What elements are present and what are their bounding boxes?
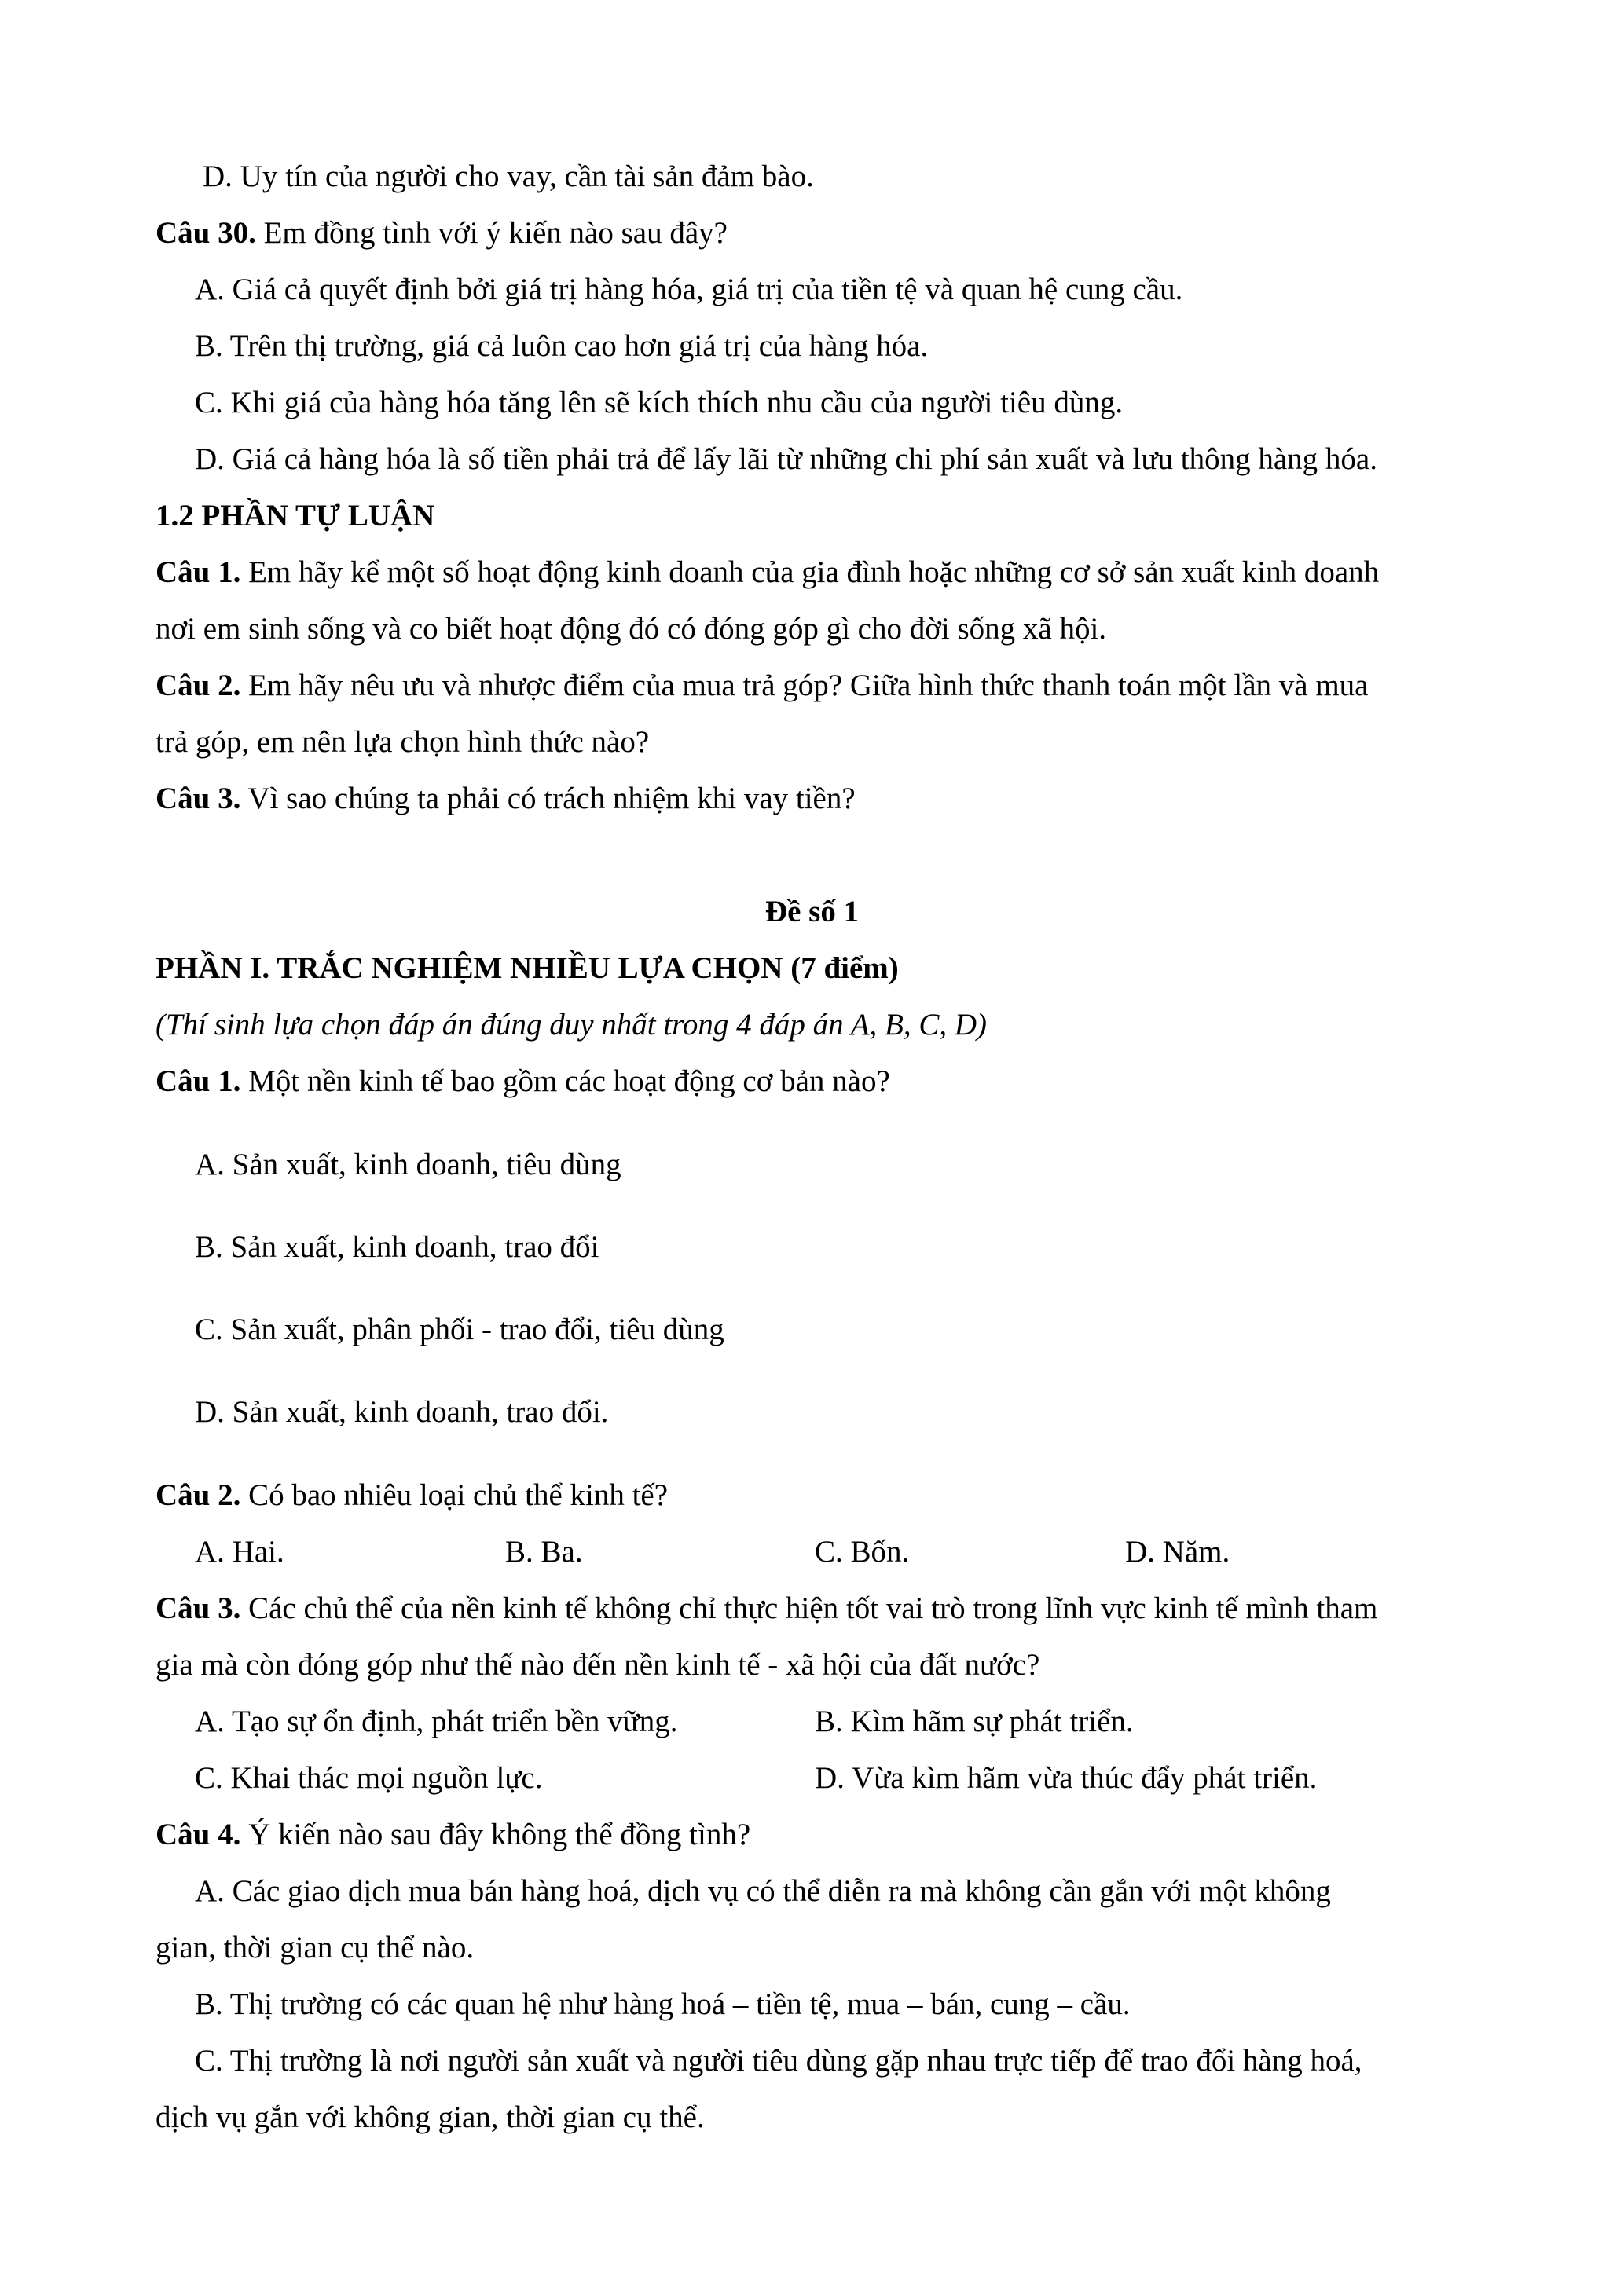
essay-q2-line2: trả góp, em nên lựa chọn hình thức nào? bbox=[156, 725, 650, 759]
q2-label: Câu 2. bbox=[156, 1478, 241, 1512]
q3-text: Các chủ thể của nền kinh tế không chỉ thực hiện tốt vai trò trong lĩnh vực kinh tế mình tham bbox=[240, 1591, 1378, 1625]
essay-heading: 1.2 PHẦN TỰ LUẬN bbox=[156, 499, 435, 533]
q4-option-a-line1: A. Các giao dịch mua bán hàng hoá, dịch vụ có thể diễn ra mà không cần gắn với một không bbox=[195, 1874, 1331, 1908]
q3-option-c: C. Khai thác mọi nguồn lực. bbox=[195, 1761, 543, 1795]
essay-q1-text: Em hãy kể một số hoạt động kinh doanh của gia đình hoặc những cơ sở sản xuất kinh doanh bbox=[240, 555, 1380, 589]
q4-option-c-line1: C. Thị trường là nơi người sản xuất và người tiêu dùng gặp nhau trực tiếp để trao đổi hàng hoá, bbox=[195, 2044, 1362, 2078]
q2-option-b: B. Ba. bbox=[505, 1535, 583, 1569]
q3-option-d: D. Vừa kìm hãm vừa thúc đẩy phát triển. bbox=[815, 1761, 1318, 1795]
essay-q1-label: Câu 1. bbox=[156, 555, 241, 589]
essay-q3-line1 bbox=[156, 783, 856, 814]
q4-label: Câu 4. bbox=[156, 1818, 241, 1851]
q2-text: Có bao nhiêu loại chủ thể kinh tế? bbox=[240, 1478, 669, 1512]
q2-stem bbox=[156, 1480, 668, 1511]
q4-text: Ý kiến nào sau đây không thể đồng tình? bbox=[240, 1818, 751, 1851]
q2-option-d: D. Năm. bbox=[1125, 1535, 1230, 1569]
q2-option-c: C. Bốn. bbox=[815, 1535, 910, 1569]
q2-option-a: A. Hai. bbox=[195, 1535, 284, 1569]
essay-q3-text: Vì sao chúng ta phải có trách nhiệm khi vay tiền? bbox=[240, 782, 856, 815]
essay-q3-label: Câu 3. bbox=[156, 782, 241, 815]
essay-q2-text: Em hãy nêu ưu và nhược điểm của mua trả góp? Giữa hình thức thanh toán một lần và mua bbox=[240, 668, 1369, 702]
essay-q1-line1 bbox=[156, 557, 1379, 588]
q30-text: Em đồng tình với ý kiến nào sau đây? bbox=[255, 216, 728, 250]
q29-option-d: D. Uy tín của người cho vay, cần tài sản đảm bào. bbox=[203, 159, 814, 193]
q1-stem bbox=[156, 1066, 890, 1097]
q1-text: Một nền kinh tế bao gồm các hoạt động cơ bản nào? bbox=[240, 1064, 890, 1098]
q1-option-c: C. Sản xuất, phân phối - trao đổi, tiêu dùng bbox=[195, 1313, 724, 1346]
part1-heading: PHẦN I. TRẮC NGHIỆM NHIỀU LỰA CHỌN (7 điểm) bbox=[156, 951, 899, 985]
q30-option-c: C. Khi giá của hàng hóa tăng lên sẽ kích thích nhu cầu của người tiêu dùng. bbox=[195, 386, 1124, 419]
q4-stem bbox=[156, 1819, 750, 1850]
q1-option-d: D. Sản xuất, kinh doanh, trao đổi. bbox=[195, 1395, 609, 1429]
q30-option-a: A. Giá cả quyết định bởi giá trị hàng hóa, giá trị của tiền tệ và quan hệ cung cầu. bbox=[195, 273, 1183, 306]
q4-option-a-line2: gian, thời gian cụ thể nào. bbox=[156, 1931, 475, 1965]
q3-label: Câu 3. bbox=[156, 1591, 241, 1625]
q4-option-c-line2: dịch vụ gắn với không gian, thời gian cụ thể. bbox=[156, 2100, 705, 2134]
q30-stem bbox=[156, 218, 728, 248]
q30-option-d: D. Giá cả hàng hóa là số tiền phải trả để lấy lãi từ những chi phí sản xuất và lưu thông hàng hóa. bbox=[195, 442, 1377, 476]
essay-q2-label: Câu 2. bbox=[156, 668, 241, 702]
q4-option-b: B. Thị trường có các quan hệ như hàng hoá – tiền tệ, mua – bán, cung – cầu. bbox=[195, 1987, 1131, 2021]
q3-option-b: B. Kìm hãm sự phát triển. bbox=[815, 1705, 1134, 1738]
essay-q1-line2: nơi em sinh sống và co biết hoạt động đó có đóng góp gì cho đời sống xã hội. bbox=[156, 612, 1107, 646]
q1-option-b: B. Sản xuất, kinh doanh, trao đổi bbox=[195, 1230, 599, 1264]
q30-label: Câu 30. bbox=[156, 216, 256, 250]
essay-q2-line1 bbox=[156, 670, 1368, 701]
q30-option-b: B. Trên thị trường, giá cả luôn cao hơn giá trị của hàng hóa. bbox=[195, 329, 929, 363]
q3-option-a: A. Tạo sự ổn định, phát triển bền vững. bbox=[195, 1705, 678, 1738]
q3-stem-line2: gia mà còn đóng góp như thế nào đến nền kinh tế - xã hội của đất nước? bbox=[156, 1648, 1040, 1682]
q1-label: Câu 1. bbox=[156, 1064, 241, 1098]
part1-instruction: (Thí sinh lựa chọn đáp án đúng duy nhất trong 4 đáp án A, B, C, D) bbox=[156, 1008, 988, 1042]
exam-title: Đề số 1 bbox=[764, 895, 860, 928]
q3-stem-line1 bbox=[156, 1593, 1377, 1624]
q1-option-a: A. Sản xuất, kinh doanh, tiêu dùng bbox=[195, 1148, 621, 1181]
